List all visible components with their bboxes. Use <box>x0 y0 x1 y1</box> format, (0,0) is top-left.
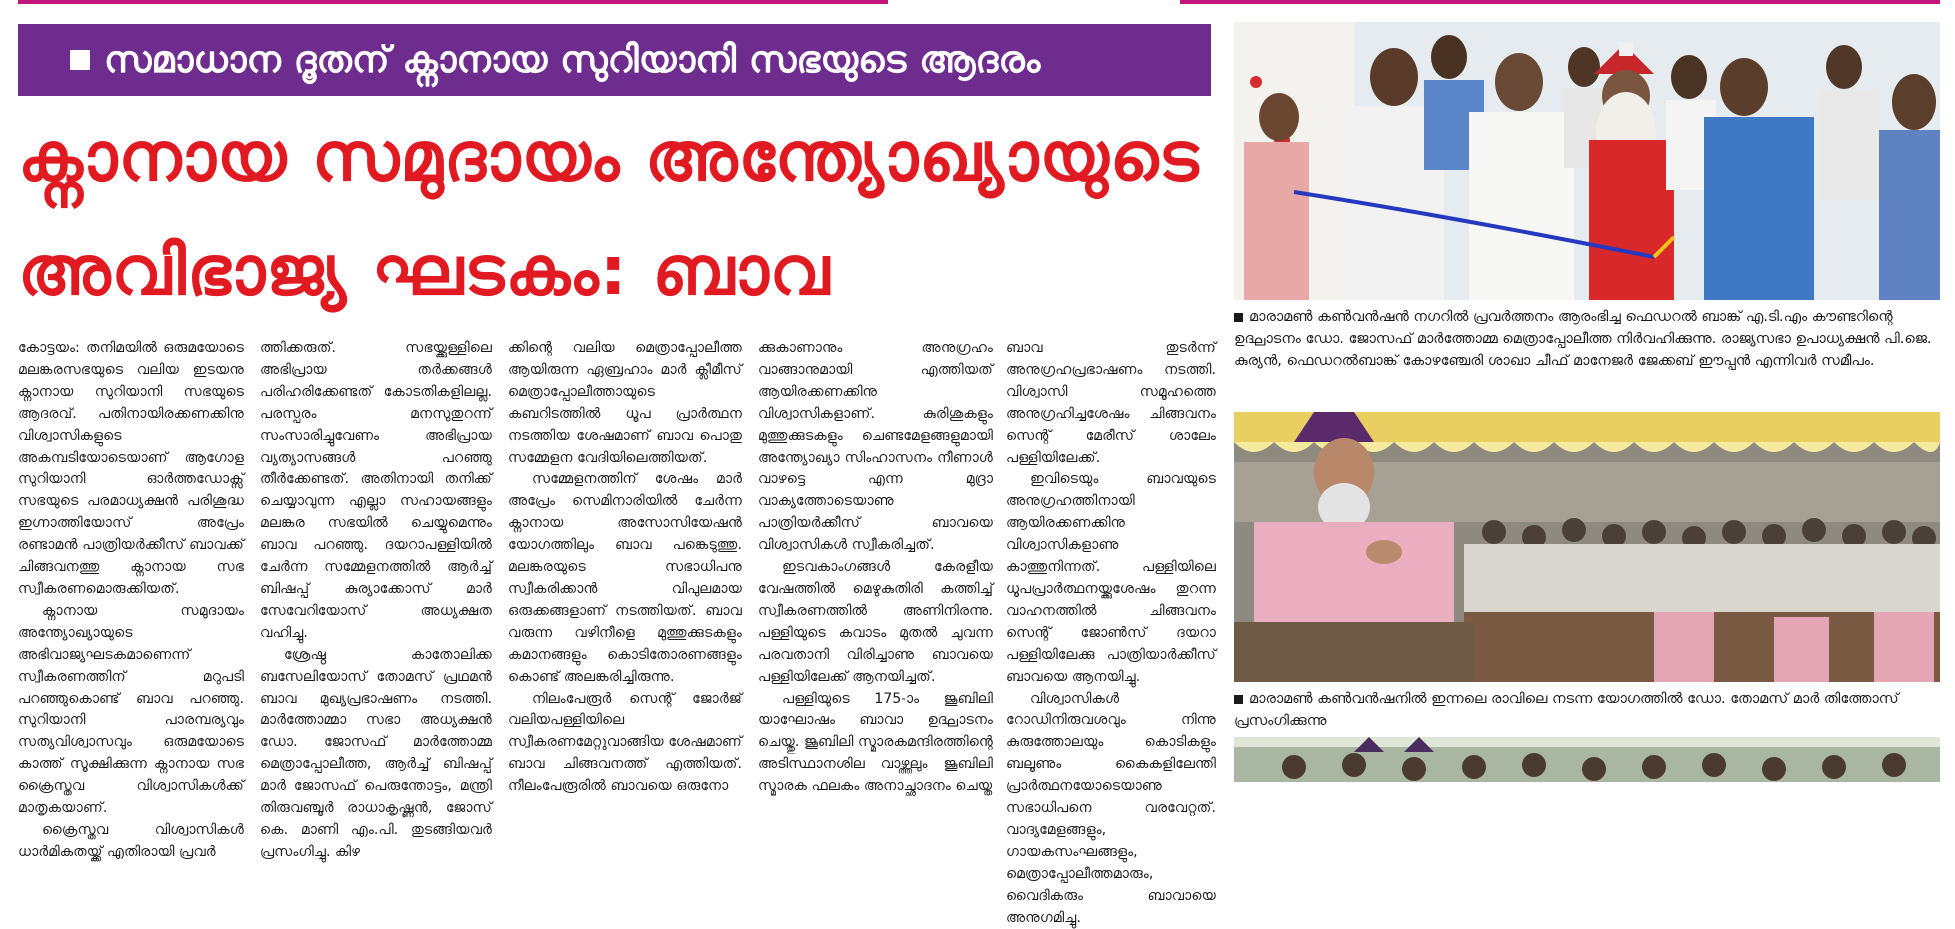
headline-line-1: ക്നാനായ സമുദായം അന്ത്യോഖ്യായുടെ <box>18 118 1199 198</box>
kicker-text: സമാധാന ദൂതന് ക്നാനായ സുറിയാനി സഭയുടെ ആദരം <box>104 38 1040 82</box>
article-column-1 <box>18 338 244 782</box>
caption-photo-1 <box>1234 306 1944 372</box>
paragraph: ശ്രേഷ്ഠ കാതോലിക്ക ബസേലിയോസ് തോമസ് പ്രഥമൻ ബാവ മുഖ്യപ്രഭാഷണം നടത്തി. മാർത്തോമ്മാ സഭാ അധ്യക്ഷൻ ഡോ. ജോസഫ് മാർത്തോമ്മ മെത്രാപ്പോലീത്ത, ആർച്ച് ബിഷപ്പ് മാർ ജോസഫ് പെരുന്തോട്ടം, മന്ത്രി തിരുവഞ്ചൂർ രാധാകൃഷ്ണൻ, ജോസ് കെ. മാണി എം.പി. തുടങ്ങിയവർ പ്രസംഗിച്ചു. കിഴ <box>260 645 492 864</box>
paragraph: ത്തിക്കരുത്. സഭയ്ക്കുള്ളിലെ അഭിപ്രായ തർക്കങ്ങൾ പരിഹരിക്കേണ്ടത് കോടതികളിലല്ല. പരസ്പരം മനസുതുറന്ന് സംസാരിച്ചുവേണം അഭിപ്രായ വ്യത്യാസങ്ങൾ പറഞ്ഞു തീർക്കേണ്ടത്. അതിനായി തനിക്ക് ചെയ്യാവുന്ന എല്ലാ സഹായങ്ങളും മലങ്കര സഭയിൽ ചെയ്യുമെന്നും ബാവ പറഞ്ഞു. ദയറാപള്ളിയിൽ ചേർന്ന സമ്മേളനത്തിൽ ആർച്ച് ബിഷപ്പ് കുര്യാക്കോസ് മാർ സേവേറിയോസ് അധ്യക്ഷത വഹിച്ചു. <box>260 338 492 645</box>
paragraph: ക്കുകാണാനും അനുഗ്രഹം വാങ്ങാനുമായി എത്തിയത് ആയിരക്കണക്കിനു വിശ്വാസികളാണ്. കുരിശുകളും മുത്തുക്കുടകളും ചെണ്ടമേളങ്ങളുമായി അന്ത്യോഖ്യാ സിംഹാസനം നീണാൾ വാഴട്ടെ എന്ന മുദ്രാ വാക്യത്തോടെയാണു പാത്രിയർക്കീസ് ബാവയെ വിശ്വാസികൾ സ്വീകരിച്ചത്. <box>758 338 993 557</box>
paragraph: ക്രൈസ്തവ വിശ്വാസികൾ ധാർമികതയ്ക്ക് എതിരായി പ്രവർ <box>18 820 244 864</box>
headline-line-2: അവിഭാജ്യ ഘടകം: ബാവ <box>18 232 830 312</box>
paragraph: നിലംപേരൂർ സെന്റ് ജോർജ് വലിയപള്ളിയിലെ സ്വീകരണമേറ്റുവാങ്ങിയ ശേഷമാണ് ബാവ ചിങ്ങവനത്ത് എത്തിയത്. നീലംപേരൂരിൽ ബാവയെ ഒരുനോ <box>508 689 742 799</box>
paragraph: പള്ളിയുടെ 175-ാം ജൂബിലി യാഘോഷം ബാവാ ഉദ്ഘാടനം ചെയ്തു. ജൂബിലി സ്മാരകമന്ദിരത്തിന്റെ അടിസ്ഥാനശില വാഴ്ത്തലും ജൂബിലി സ്മാരക ഫലകം അനാച്ഛാദനം ചെയ്ത <box>758 689 993 799</box>
caption-text: മാരാമൺ കൺവൻഷനിൽ ഇന്നലെ രാവിലെ നടന്ന യോഗത്തിൽ ഡോ. തോമസ് മാർ തിത്തോസ് പ്രസംഗിക്കുന്നു <box>1234 691 1899 729</box>
photo-atm-inauguration <box>1234 22 1940 300</box>
photo-bottom-partial-drawing <box>1234 737 1940 782</box>
photo-atm-inauguration-drawing <box>1234 22 1940 300</box>
photo-convention-speaker <box>1234 412 1940 682</box>
photo-bottom-partial <box>1234 737 1940 782</box>
paragraph: ഇടവകാംഗങ്ങൾ കേരളീയ വേഷത്തിൽ മെഴുകുതിരി കത്തിച്ച് സ്വീകരണത്തിൽ അണിനിരന്നു. പള്ളിയുടെ കവാടം മുതൽ ചുവന്ന പരവതാനി വിരിച്ചാണു ബാവയെ പള്ളിയിലേക്ക് ആനയിച്ചത്. <box>758 557 993 688</box>
paragraph: ക്കിന്റെ വലിയ മെത്രാപ്പോലീത്ത ആയിരുന്ന ഏബ്രഹാം മാർ ക്ലീമീസ് മെത്രാപ്പോലീത്തായുടെ കബറിടത്തിൽ ധൂപ പ്രാർത്ഥന നടത്തിയ ശേഷമാണ് ബാവ പൊതു സമ്മേളന വേദിയിലെത്തിയത്. <box>508 338 742 469</box>
kicker-banner <box>18 24 1211 96</box>
article-column-4 <box>758 338 993 782</box>
article-column-5 <box>1006 338 1216 782</box>
paragraph: ക്നാനായ സമുദായം അന്ത്യോഖ്യായുടെ അഭിവാജ്യഘടകമാണെന്ന് സ്വീകരണത്തിന് മറുപടി പറഞ്ഞുകൊണ്ട് ബാവ പറഞ്ഞു. സുറിയാനി പാരമ്പര്യവും സത്യവിശ്വാസവും ഒരുമയോടെ കാത്ത് സൂക്ഷിക്കുന്ന ക്നാനായ സഭ ക്രൈസ്തവ വിശ്വാസികൾക്ക് മാതൃകയാണ്. <box>18 601 244 820</box>
square-bullet-icon <box>1234 313 1243 322</box>
paragraph: ഇവിടെയും ബാവയുടെ അനുഗ്രഹത്തിനായി ആയിരക്കണക്കിനു വിശ്വാസികളാണു കാത്തുനിന്നത്. പള്ളിയിലെ ധൂപപ്രാർത്ഥനയ്ക്കുശേഷം തുറന്ന വാഹനത്തിൽ ചിങ്ങവനം സെന്റ് ജോൺസ് ദയറാ പള്ളിയിലേക്കു പാത്രിയാർക്കീസ് ബാവയെ ആനയിച്ചു. <box>1006 469 1216 688</box>
top-rule-right <box>1180 0 1940 4</box>
square-bullet-icon <box>70 50 90 70</box>
paragraph: കോട്ടയം: തനിമയിൽ ഒരുമയോടെ മലങ്കരസഭയുടെ വലിയ ഇടയനു ക്നാനായ സുറിയാനി സഭയുടെ ആദരവ്. പതിനായിരക്കണക്കിനു വിശ്വാസികളുടെ അകമ്പടിയോടെയാണ് ആഗോള സുറിയാനി ഓർത്തഡോക്സ് സഭയുടെ പരമാധ്യക്ഷൻ പരിശുദ്ധ ഇഗ്നാത്തിയോസ് അപ്രേം രണ്ടാമൻ പാത്രിയർക്കീസ് ബാവക്ക് ചിങ്ങവനത്തു ക്നാനായ സഭ സ്വീകരണമൊരുക്കിയത്. <box>18 338 244 601</box>
caption-photo-2 <box>1234 688 1944 732</box>
square-bullet-icon <box>1234 695 1243 704</box>
article-column-2 <box>260 338 492 782</box>
paragraph: ബാവ തുടർന്ന് അനുഗ്രഹപ്രഭാഷണം നടത്തി. വിശ്വാസി സമൂഹത്തെ അനുഗ്രഹിച്ചശേഷം ചിങ്ങവനം സെന്റ് മേരീസ് ശാലേം പള്ളിയിലേക്ക്. <box>1006 338 1216 469</box>
paragraph: സമ്മേളനത്തിന് ശേഷം മാർ അപ്രേം സെമിനാരിയിൽ ചേർന്ന ക്നാനായ അസോസിയേഷൻ യോഗത്തിലും ബാവ പങ്കെടുത്തു. മലങ്കരയുടെ സഭാധിപനു സ്വീകരിക്കാൻ വിപുലമായ ഒരുക്കങ്ങളാണ് നടത്തിയത്. ബാവ വരുന്ന വഴിനീളെ മുത്തുക്കുടകളും കമാനങ്ങളും കൊടിതോരണങ്ങളും കൊണ്ട് അലങ്കരിച്ചിരുന്നു. <box>508 469 742 688</box>
caption-text: മാരാമൺ കൺവൻഷൻ നഗറിൽ പ്രവർത്തനം ആരംഭിച്ച ഫെഡറൽ ബാങ്ക് എ.ടി.എം കൗണ്ടറിന്റെ ഉദ്ഘാടനം ഡോ. ജോസഫ് മാർത്തോമ്മ മെത്രാപ്പോലീത്ത നിർവഹിക്കുന്നു. രാജ്യസഭാ ഉപാധ്യക്ഷൻ പി.ജെ. കുര്യൻ, ഫെഡറൽബാങ്ക് കോഴഞ്ചേരി ശാഖാ ചീഫ് മാനേജർ ജേക്കബ് ഈപ്പൻ എന്നിവർ സമീപം. <box>1234 309 1932 369</box>
paragraph: വിശ്വാസികൾ റോഡിനിരുവശവും നിന്നു കുരുത്തോലയും കൊടികളും ബലൂണും കൈകളിലേന്തി പ്രാർത്ഥനയോടെയാണു സഭാധിപനെ വരവേറ്റത്. വാദ്യമേളങ്ങളും, ഗായകസംഘങ്ങളും, മെത്രാപ്പോലീത്തമാരും, വൈദികരും ബാവായെ അനുഗമിച്ചു. <box>1006 689 1216 929</box>
top-rule-left <box>18 0 888 4</box>
photo-convention-speaker-drawing <box>1234 412 1940 682</box>
article-column-3 <box>508 338 742 782</box>
